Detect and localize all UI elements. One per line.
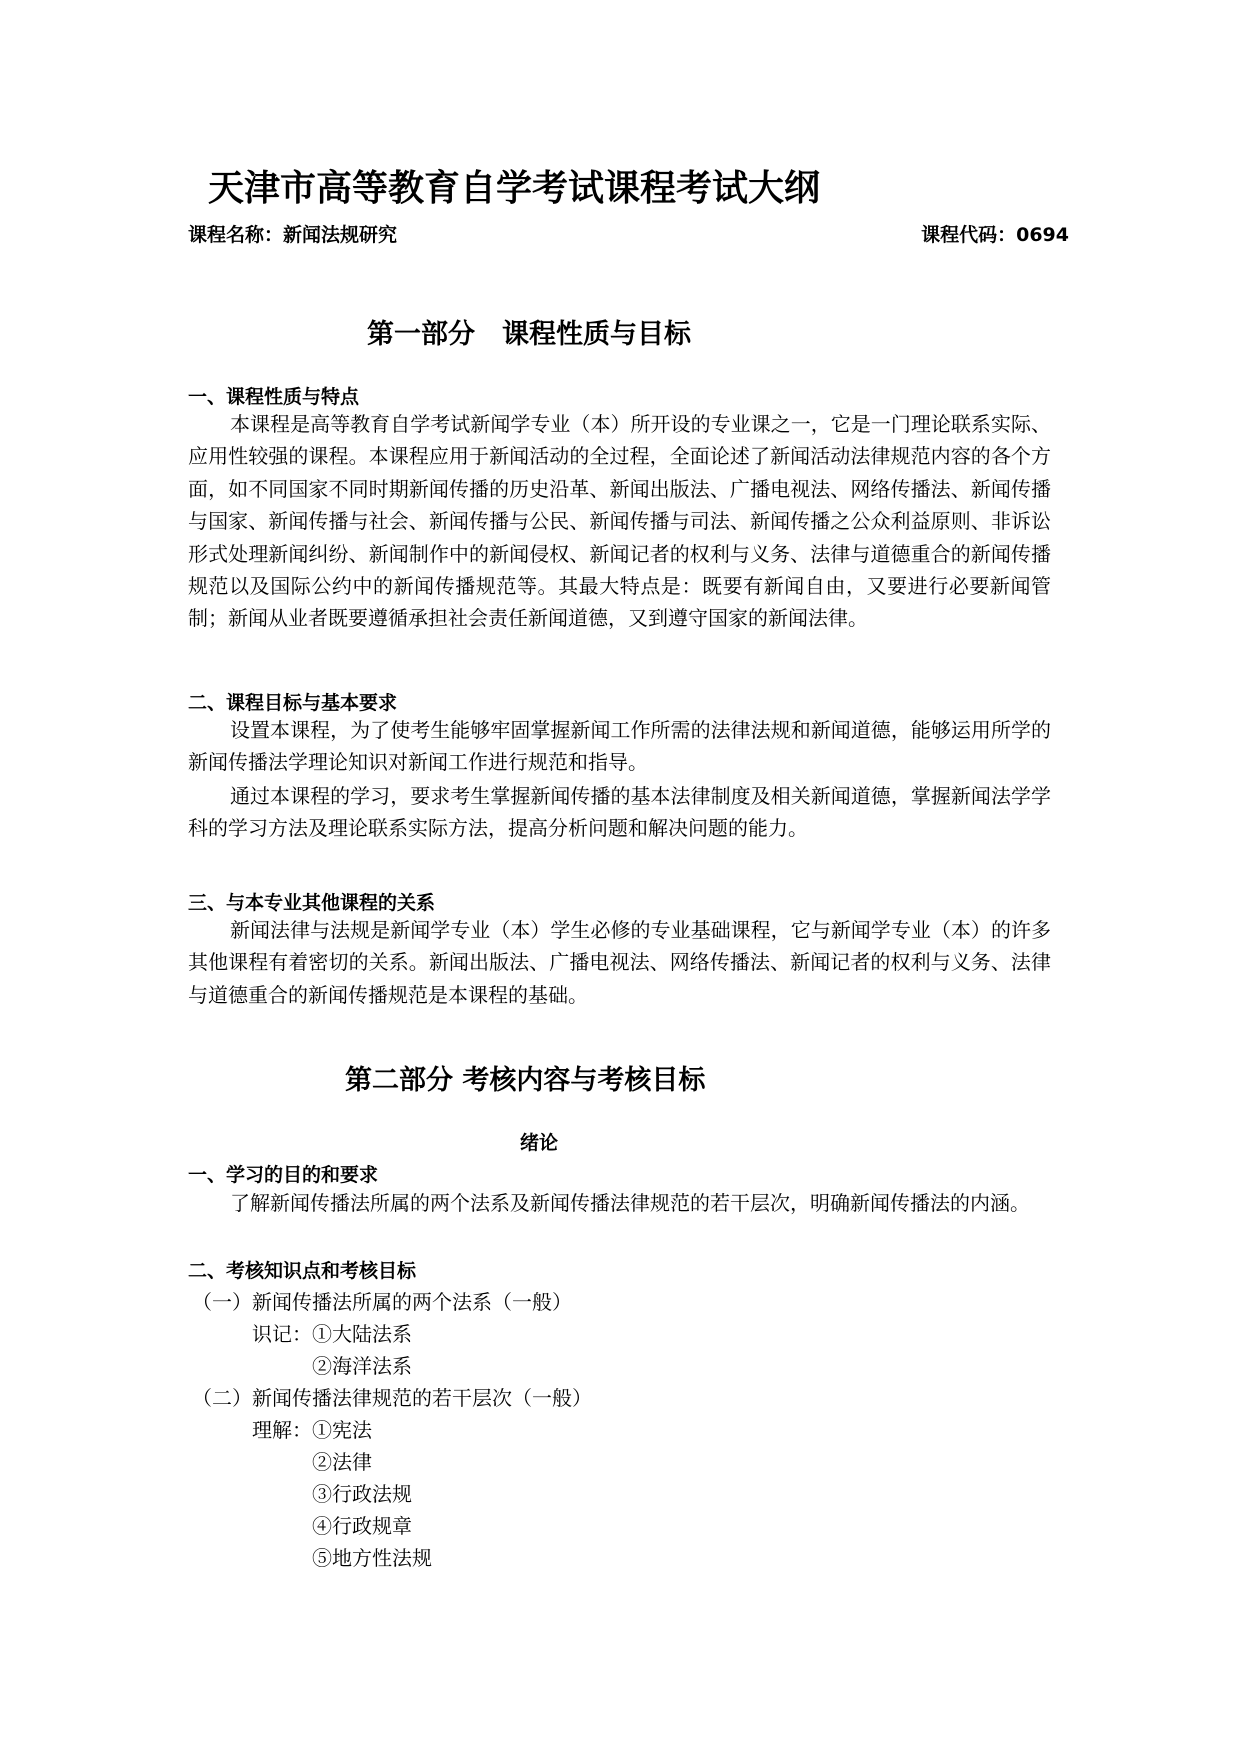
part2-heading: 第二部分 考核内容与考核目标 [345, 1065, 706, 1096]
item2-point: ⑤地方性法规 [312, 1546, 432, 1570]
item2-title: （二）新闻传播法律规范的若干层次（一般） [192, 1386, 592, 1410]
document-title: 天津市高等教育自学考试课程考试大纲 [208, 168, 821, 209]
item2-point: ②法律 [312, 1450, 372, 1474]
course-code: 课程代码：0694 [921, 224, 1069, 246]
part1-section3-body: 新闻法律与法规是新闻学专业（本）学生必修的专业基础课程，它与新闻学专业（本）的许多其他课程有着密切的关系。新闻出版法、广播电视法、网络传播法、新闻记者的权利与义务、法律与道德重合的新闻传播规范是本课程的基础。 [188, 918, 1051, 1007]
part1-section1-heading: 一、课程性质与特点 [188, 386, 360, 408]
part2-section1-heading: 一、学习的目的和要求 [188, 1164, 379, 1186]
item1-title: （一）新闻传播法所属的两个法系（一般） [192, 1290, 572, 1314]
part1-section2-body2: 通过本课程的学习，要求考生掌握新闻传播的基本法律制度及相关新闻道德，掌握新闻法学学科的学习方法及理论联系实际方法，提高分析问题和解决问题的能力。 [188, 784, 1051, 841]
part1-heading: 第一部分 课程性质与目标 [367, 319, 691, 350]
item2-label: 理解： [252, 1418, 312, 1442]
item1-point: ①大陆法系 [312, 1322, 412, 1346]
part2-section1-body: 了解新闻传播法所属的两个法系及新闻传播法律规范的若干层次，明确新闻传播法的内涵。 [230, 1191, 1030, 1215]
part1-section2-heading: 二、课程目标与基本要求 [188, 692, 398, 714]
item2-point: ④行政规章 [312, 1514, 412, 1538]
item1-label: 识记： [252, 1322, 312, 1346]
item1-point: ②海洋法系 [312, 1354, 412, 1378]
part1-section1-body: 本课程是高等教育自学考试新闻学专业（本）所开设的专业课之一，它是一门理论联系实际、应用性较强的课程。本课程应用于新闻活动的全过程，全面论述了新闻活动法律规范内容的各个方面，如不同国家不同时期新闻传播的历史沿革、新闻出版法、广播电视法、网络传播法、新闻传播与国家、新闻传播与社会、新闻传播与公民、新闻传播与司法、新闻传播之公众利益原则、非诉讼形式处理新闻纠纷、新闻制作中的新闻侵权、新闻记者的权利与义务、法律与道德重合的新闻传播规范以及国际公约中的新闻传播规范等。其最大特点是：既要有新闻自由，又要进行必要新闻管制；新闻从业者既要遵循承担社会责任新闻道德，又到遵守国家的新闻法律。 [188, 412, 1051, 631]
intro-heading: 绪论 [520, 1132, 559, 1154]
course-name: 课程名称：新闻法规研究 [188, 224, 398, 246]
item2-point: ①宪法 [312, 1418, 372, 1442]
part2-section2-heading: 二、考核知识点和考核目标 [188, 1260, 417, 1282]
part1-section3-heading: 三、与本专业其他课程的关系 [188, 892, 436, 914]
item2-point: ③行政法规 [312, 1482, 412, 1506]
part1-section2-body1: 设置本课程，为了使考生能够牢固掌握新闻工作所需的法律法规和新闻道德，能够运用所学的新闻传播法学理论知识对新闻工作进行规范和指导。 [188, 718, 1051, 775]
